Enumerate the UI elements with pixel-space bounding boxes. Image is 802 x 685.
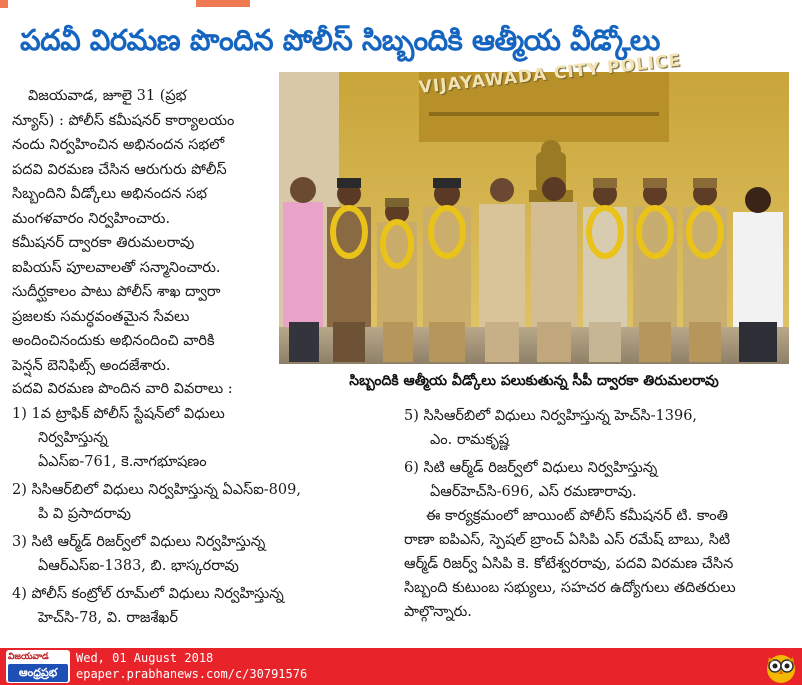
closing-line: ఈ కార్యక్రమంలో జాయింట్ పోలీస్ కమీషనర్ టి. కాంతి (426, 508, 728, 524)
top-accent-bar (196, 0, 250, 7)
retiree-line: ఏఆర్ఎస్ఐ-1383, బి. భాస్కరరావు (38, 558, 239, 574)
logo-masthead: ఆంధ్రప్రభ (8, 664, 68, 682)
photo-caption: సిబ్బందికి ఆత్మీయ వీడ్కోలు పలుకుతున్న సీపీ ద్వారకా తిరుమలరావు (349, 373, 719, 389)
closing-line: సిబ్బంది కుటుంబ సభ్యులు, సహచర ఉద్యోగులు తదితరులు (404, 580, 736, 596)
article-intro-column (12, 84, 274, 378)
closing-line: ఆర్మ్‌డ్ రిజర్వ్ ఏసిపి కె. కోటేశ్వరరావు, పదవి విరమణ చేసిన (404, 556, 734, 572)
photo-wall-sign: VIJAYAWADA CITY POLICE (417, 50, 683, 98)
newspaper-logo[interactable] (6, 650, 70, 683)
footer-info (76, 650, 376, 682)
footer-date: Wed, 01 August 2018 (76, 651, 214, 665)
para2-line: సుదీర్ఘకాలం పాటు పోలీస్ శాఖ ద్వారా (12, 284, 221, 300)
logo-edition: విజయవాడ (8, 652, 49, 662)
photo-illustration (279, 72, 789, 364)
intro-line: సిబ్బందిని వీడ్కోలు అభినందన సభ (12, 186, 208, 202)
para2-line: పెన్షన్ బెనిఫిట్స్ అందజేశారు. (12, 357, 171, 374)
retiree-list-heading: పదవి విరమణ పొందిన వారి వివరాలు : (12, 381, 233, 397)
intro-line: మంగళవారం నిర్వహించారు. (12, 210, 171, 227)
retiree-line: హెచ్‌సి-78, వి. రాజశేఖర్ (38, 610, 178, 626)
retiree-line: 1) 1వ ట్రాఫిక్ పోలీస్ స్టేషన్‌లో విధులు (12, 406, 225, 422)
intro-line: న్యూస్) : పోలీస్ కమీషనర్ కార్యాలయం (12, 112, 235, 129)
second-paragraph (12, 231, 274, 378)
owl-icon (764, 649, 798, 684)
intro-line: విజయవాడ, జూలై 31 (ప్రభ (28, 88, 187, 104)
retiree-line: నిర్వహిస్తున్న (38, 430, 108, 446)
para2-line: ఐపియస్ పూలవాలతో సన్మానించారు. (12, 259, 221, 276)
article-headline: పదవీ విరమణ పొందిన పోలీస్ సిబ్బందికి ఆత్మీయ వీడ్కోలు (20, 23, 660, 57)
para2-line: కమీషనర్ ద్వారకా తిరుమలరావు (12, 235, 195, 251)
retiree-line: 6) సిటి ఆర్మ్‌డ్ రిజర్వ్‌లో విధులు నిర్వహిస్తున్న (404, 460, 658, 476)
news-photo (279, 72, 789, 364)
closing-line: పాల్గొన్నారు. (404, 604, 472, 620)
para2-line: అందించినందుకు అభినందించి వారికి (12, 333, 215, 349)
closing-line: రాణా ఐపిఎస్, స్పెషల్ బ్రాంచ్ ఏసిపి ఎస్ రమేష్ బాబు, సిటి (404, 532, 731, 548)
retiree-line: 4) పోలీస్ కంట్రోల్ రూమ్‌లో విధులు నిర్వహిస్తున్న (12, 586, 284, 602)
retiree-line: ఎం. రామకృష్ణ (430, 432, 510, 448)
retiree-line: ఏఎస్ఐ-761, కె.నాగభూషణం (38, 454, 207, 470)
retiree-entry (12, 402, 392, 474)
intro-line: పదవి విరమణ చేసిన ఆరుగురు పోలీస్ (12, 161, 227, 178)
retiree-line: పి వి ప్రసాదరావు (38, 506, 131, 522)
retiree-line: 3) సిటి ఆర్మ్‌డ్ రిజర్వ్‌లో విధులు నిర్వహిస్తున్న (12, 534, 266, 550)
retiree-entry (12, 530, 392, 578)
corner-accent (0, 0, 8, 8)
intro-line: నందు నిర్వహించిన అభినందన సభలో (12, 137, 225, 153)
closing-paragraph (404, 504, 796, 624)
retiree-entry (12, 582, 392, 630)
retiree-entry (12, 478, 392, 526)
footer-url[interactable]: epaper.prabhanews.com/c/30791576 (76, 667, 308, 681)
para2-line: ప్రజలకు సమర్ధవంతమైన సేవలు (12, 308, 190, 325)
retiree-entry (404, 456, 796, 504)
retiree-entry (404, 404, 796, 452)
intro-paragraph (12, 84, 274, 231)
retiree-line: 2) సిసిఆర్‌బిలో విధులు నిర్వహిస్తున్న ఏఎస్ఐ-809, (12, 482, 301, 498)
retiree-line: ఏఆర్‌హెచ్‌సి-696, ఎస్ రమణారావు. (430, 484, 637, 500)
retiree-line: 5) సిసిఆర్‌బిలో విధులు నిర్వహిస్తున్న హెచ్‌సి-1396, (404, 408, 698, 424)
retiree-list-left (12, 402, 392, 634)
retiree-list-right (404, 404, 796, 508)
